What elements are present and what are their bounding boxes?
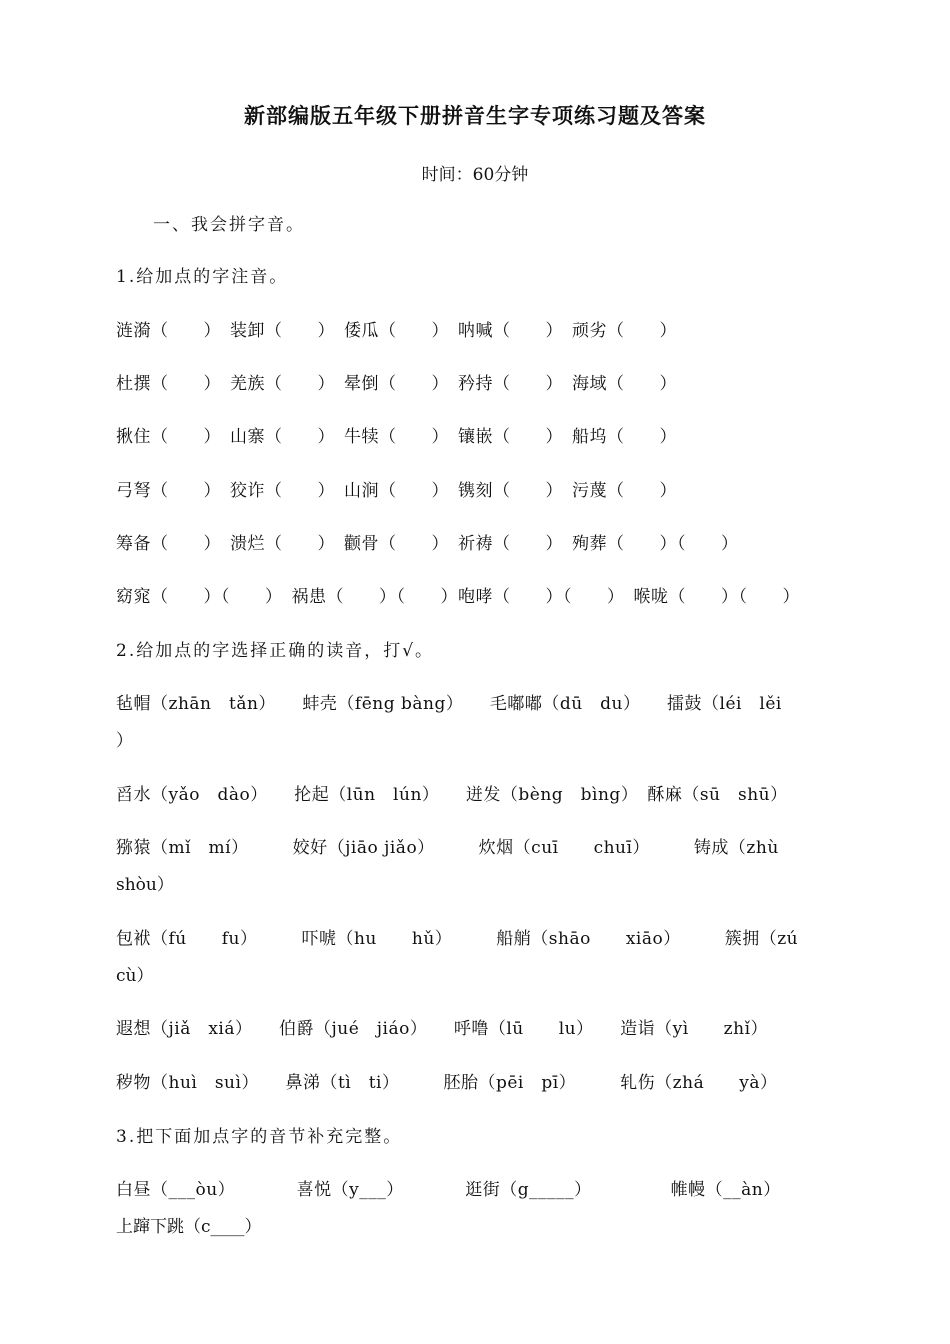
q2-row-continuation: shòu）: [116, 875, 174, 895]
q3-row: 白昼（___òu） 喜悦（y___） 逛街（g_____） 帷幔（__àn）: [116, 1180, 781, 1200]
q1-row: 涟漪（ ） 装卸（ ） 倭瓜（ ） 呐喊（ ） 顽劣（ ）: [116, 321, 677, 341]
time-limit: 时间：60分钟: [421, 165, 529, 185]
q2-row: 毡帽（zhān tǎn） 蚌壳（fēng bàng） 毛嘟嘟（dū du） 擂鼓（léi lěi: [116, 694, 782, 714]
q1-row: 窈窕（ ）（ ） 祸患（ ）（ ）咆哮（ ）（ ） 喉咙（ ）（ ）: [116, 587, 800, 607]
q2-row-continuation: cù）: [116, 966, 154, 986]
q2-row: 秽物（huì suì） 鼻涕（tì ti） 胚胎（pēi pī） 轧伤（zhá yà）: [116, 1073, 778, 1093]
q1-row: 杜撰（ ） 羌族（ ） 晕倒（ ） 矜持（ ） 海域（ ）: [116, 374, 677, 394]
section-heading: 一、我会拼字音。: [153, 215, 305, 235]
q2-row: 遐想（jiǎ xiá） 伯爵（jué jiáo） 呼噜（lū lu） 造诣（yì zhǐ）: [116, 1019, 769, 1039]
question-2-prompt: 2.给加点的字选择正确的读音，打√。: [116, 641, 435, 661]
q2-row: 舀水（yǎo dào） 抡起（lūn lún） 迸发（bèng bìng） 酥麻（sū shū）: [116, 785, 788, 805]
question-3-prompt: 3.把下面加点字的音节补充完整。: [116, 1127, 403, 1147]
question-1-prompt: 1.给加点的字注音。: [116, 267, 289, 287]
q1-row: 弓弩（ ） 狡诈（ ） 山涧（ ） 镌刻（ ） 污蔑（ ）: [116, 481, 677, 501]
q1-row: 筹备（ ） 溃烂（ ） 颧骨（ ） 祈祷（ ） 殉葬（ ）（ ）: [116, 534, 739, 554]
q2-row-continuation: ）: [116, 731, 133, 751]
q3-row-continuation: 上蹿下跳（c____）: [116, 1217, 262, 1237]
q2-row: 猕猿（mǐ mí） 姣好（jiāo jiǎo） 炊烟（cuī chuī） 铸成（zhù: [116, 838, 779, 858]
q1-row: 揪住（ ） 山寨（ ） 牛犊（ ） 镶嵌（ ） 船坞（ ）: [116, 427, 677, 447]
document-title: 新部编版五年级下册拼音生字专项练习题及答案: [244, 103, 706, 128]
q2-row: 包袱（fú fu） 吓唬（hu hǔ） 船艄（shāo xiāo） 簇拥（zú: [116, 929, 799, 949]
